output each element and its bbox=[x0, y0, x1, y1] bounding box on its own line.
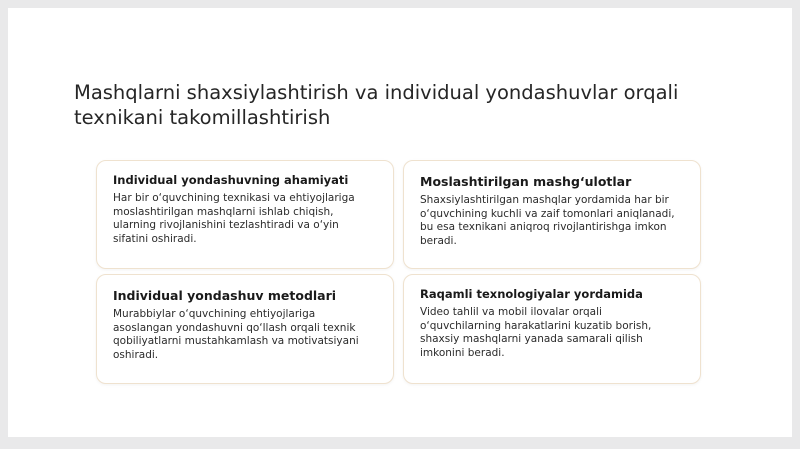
card-heading: Individual yondashuv metodlari bbox=[113, 288, 337, 303]
card-individual-methods bbox=[96, 274, 394, 384]
card-text: Shaxsiylashtirilgan mashqlar yordamida har bir o‘quvchining kuchli va zaif tomonlari aniqlanadi, bu esa texnikani aniqroq rivojlantirishga imkon beradi. bbox=[420, 194, 675, 247]
card-text: Murabbiylar o‘quvchining ehtiyojlariga asoslangan yondashuvni qo‘llash orqali texnik qobiliyatlarni mustahkamlash va motivatsiyani oshiradi. bbox=[113, 308, 359, 361]
slide-title: Mashqlarni shaxsiylashtirish va individual yondashuvlar orqali texnikani takomillashtirish bbox=[74, 81, 679, 129]
card-individual-approach-importance bbox=[96, 160, 394, 269]
card-heading: Raqamli texnologiyalar yordamida bbox=[420, 287, 643, 301]
slide bbox=[8, 8, 792, 437]
card-heading: Individual yondashuvning ahamiyati bbox=[113, 173, 349, 187]
card-adapted-trainings bbox=[403, 160, 701, 269]
card-text: Har bir o‘quvchining texnikasi va ehtiyojlariga moslashtirilgan mashqlarni ishlab chiqish, ularning rivojlanishini tezlashtiradi va o‘yin sifatini oshiradi. bbox=[113, 192, 355, 245]
card-text: Video tahlil va mobil ilovalar orqali o‘quvchilarning harakatlarini kuzatib borish, shaxsiy mashqlarni yanada samarali qilish imkonini beradi. bbox=[420, 306, 652, 359]
card-heading: Moslashtirilgan mashg‘ulotlar bbox=[420, 174, 632, 189]
card-digital-technologies bbox=[403, 274, 701, 384]
